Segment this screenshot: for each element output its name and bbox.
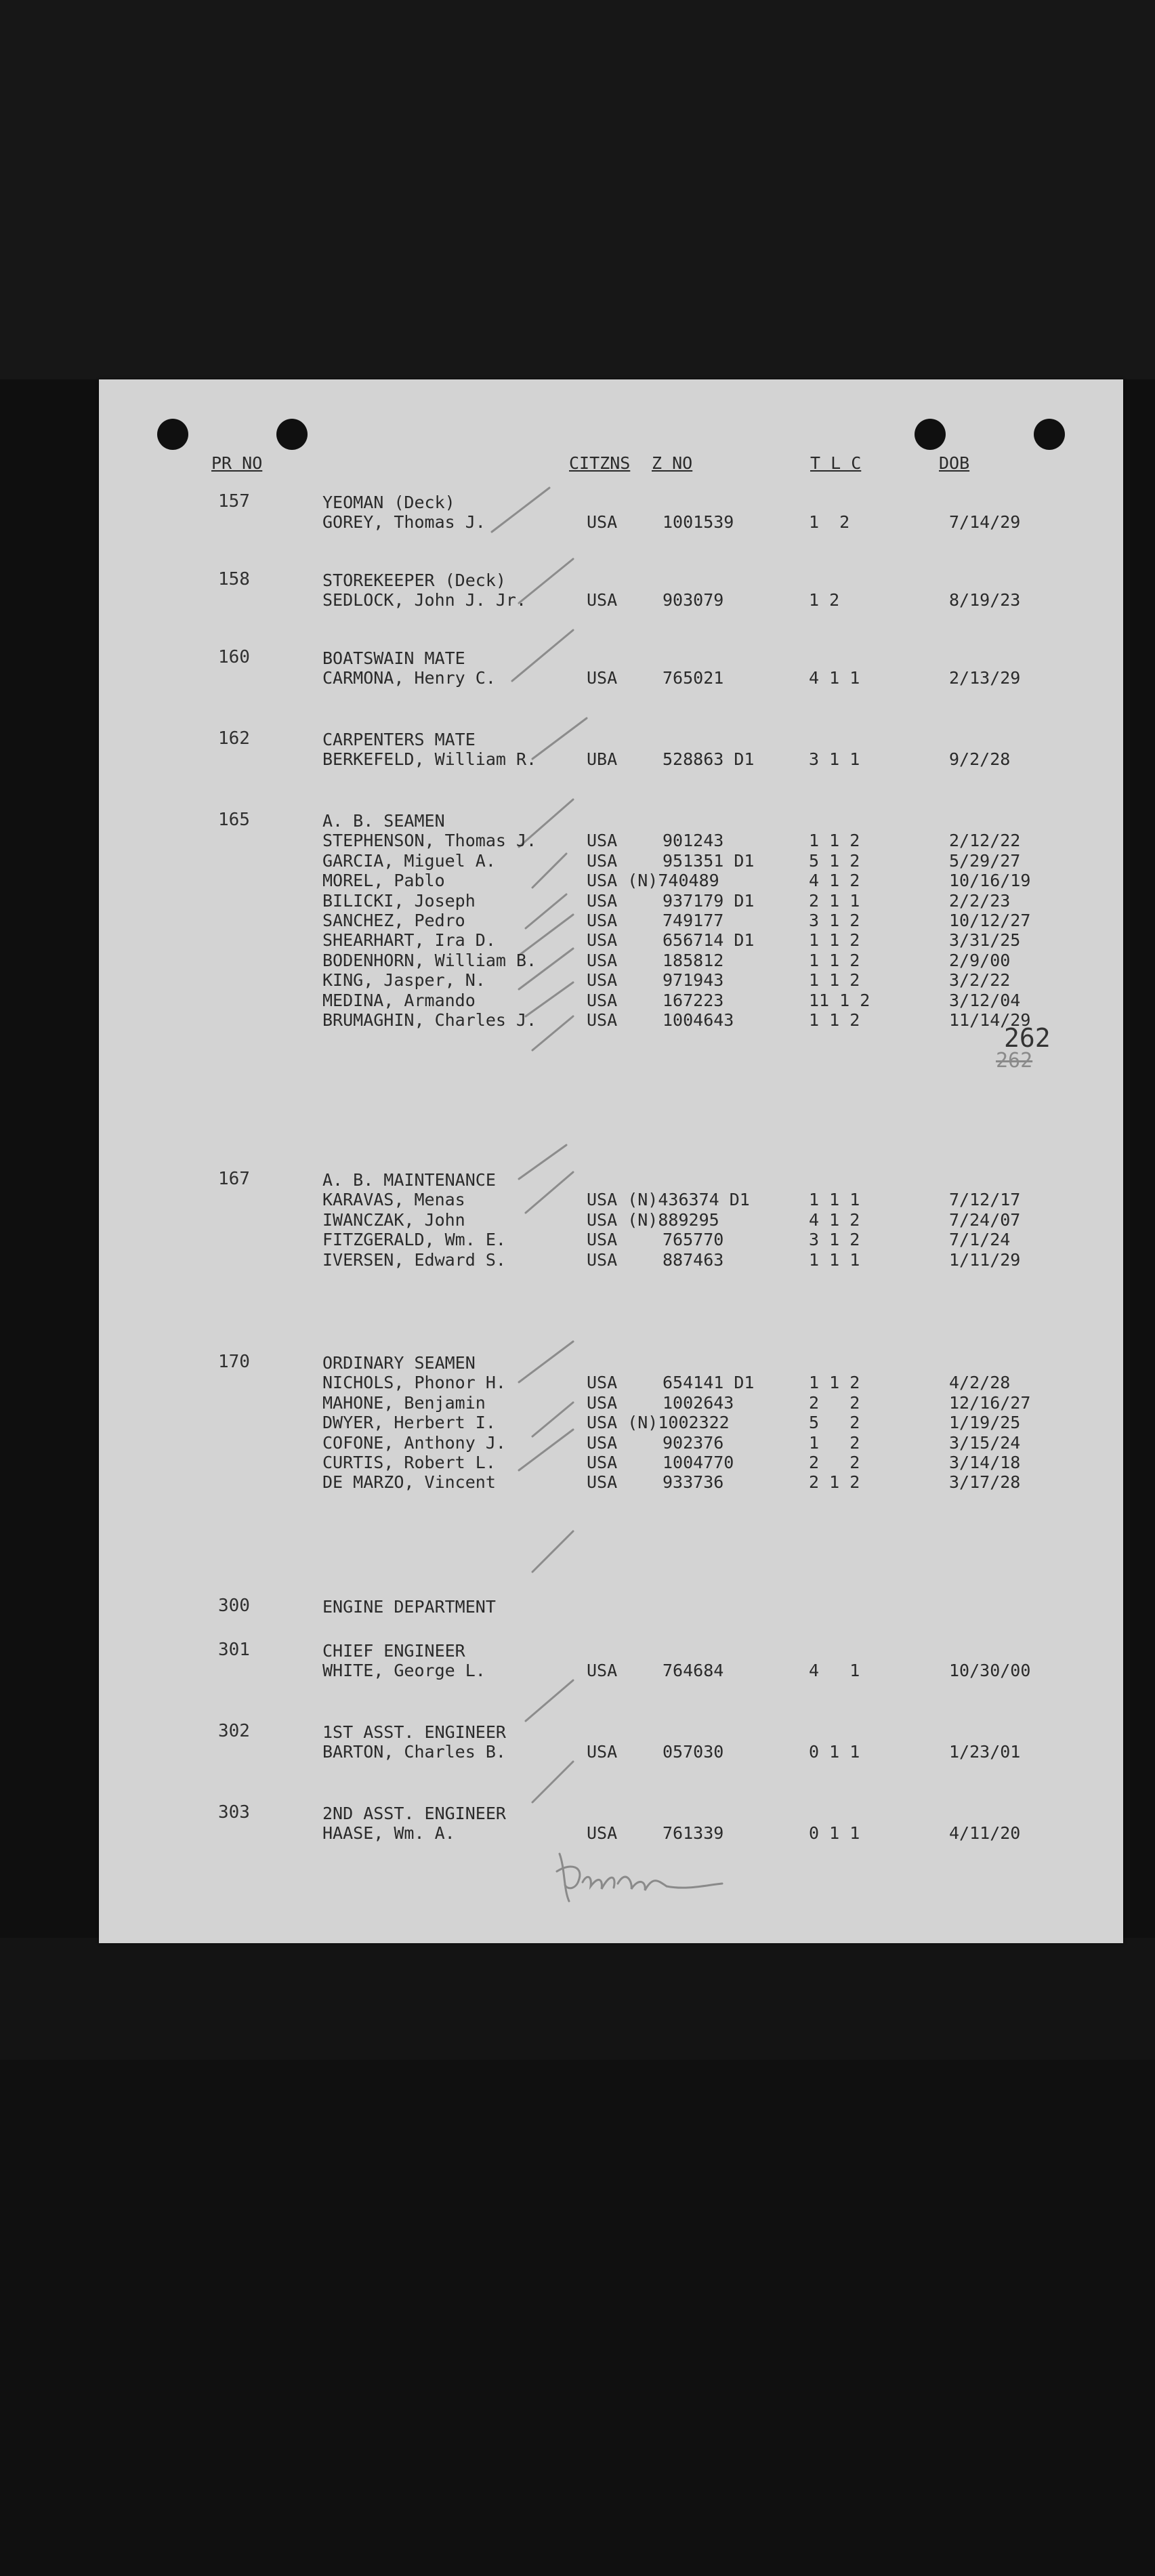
citizenship: USA <box>587 950 618 970</box>
z-number: 1004643 <box>663 1010 734 1030</box>
date-of-birth: 3/31/25 <box>949 930 1021 951</box>
tlc-code: 4 1 2 <box>809 871 860 891</box>
z-number: 761339 <box>663 1823 724 1844</box>
punch-hole-left <box>157 419 188 450</box>
citizenship: USA <box>587 930 618 951</box>
citizenship: USA <box>587 1010 618 1030</box>
date-of-birth: 4/2/28 <box>949 1373 1011 1393</box>
z-number: 1002643 <box>663 1392 734 1413</box>
tlc-code: 2 1 2 <box>809 1472 860 1493</box>
crew-name: STEPHENSON, Thomas J. <box>322 831 537 851</box>
tlc-code: 0 1 1 <box>809 1742 860 1762</box>
z-number: 1001539 <box>663 512 734 533</box>
tlc-code: 1 1 1 <box>809 1190 860 1210</box>
crew-name: SEDLOCK, John J. Jr. <box>322 590 527 610</box>
tlc-code: 1 1 2 <box>809 1010 860 1030</box>
pr-number: 303 <box>218 1802 250 1823</box>
date-of-birth: 1/11/29 <box>949 1249 1021 1270</box>
date-of-birth: 7/12/17 <box>949 1190 1021 1210</box>
date-of-birth: 3/14/18 <box>949 1453 1021 1472</box>
crew-name: SANCHEZ, Pedro <box>322 911 465 930</box>
tlc-code: 3 1 2 <box>809 1230 860 1250</box>
crew-list-page <box>99 379 1123 1943</box>
page-number-crossed: 262 <box>996 1049 1033 1073</box>
crew-name: MOREL, Pablo <box>322 871 445 891</box>
citizenship: USA <box>587 1661 618 1681</box>
date-of-birth: 8/19/23 <box>949 590 1021 610</box>
crew-name: DWYER, Herbert I. <box>322 1413 496 1433</box>
tlc-code: 1 2 <box>809 590 840 610</box>
date-of-birth: 10/16/19 <box>949 871 1031 891</box>
z-number: 903079 <box>663 590 724 610</box>
date-of-birth: 5/29/27 <box>949 850 1021 871</box>
date-of-birth: 3/12/04 <box>949 990 1021 1010</box>
crew-name: MAHONE, Benjamin <box>322 1392 486 1413</box>
tlc-code: 5 2 <box>809 1413 860 1433</box>
crew-name: BRUMAGHIN, Charles J. <box>322 1010 537 1030</box>
pr-number: 160 <box>218 647 250 667</box>
citizenship: USA <box>587 1432 618 1453</box>
tlc-code: 2 2 <box>809 1453 860 1472</box>
tlc-code: 1 2 <box>809 512 850 533</box>
citizenship: USA <box>587 1230 618 1250</box>
date-of-birth: 3/17/28 <box>949 1472 1021 1493</box>
citizenship: USA <box>587 1823 618 1844</box>
crew-name: KARAVAS, Menas <box>322 1190 465 1210</box>
crew-name: HAASE, Wm. A. <box>322 1823 455 1844</box>
pencil-check-marks <box>99 379 1123 1943</box>
tlc-code: 4 1 <box>809 1661 860 1681</box>
crew-name: DE MARZO, Vincent <box>322 1472 496 1493</box>
section-title: A. B. MAINTENANCE <box>322 1170 496 1190</box>
z-number: 185812 <box>663 950 724 970</box>
crew-name: CARMONA, Henry C. <box>322 668 496 688</box>
date-of-birth: 1/23/01 <box>949 1742 1021 1762</box>
date-of-birth: 11/14/29 <box>949 1010 1031 1030</box>
column-header-pr-no: PR NO <box>211 453 263 473</box>
tlc-code: 1 1 2 <box>809 930 860 951</box>
section-title: 2ND ASST. ENGINEER <box>322 1804 506 1823</box>
tlc-code: 1 2 <box>809 1432 860 1453</box>
citizenship: USA <box>587 850 618 871</box>
z-number: 887463 <box>663 1249 724 1270</box>
pr-number: 157 <box>218 491 250 512</box>
column-header-z-no: Z NO <box>652 453 693 473</box>
punch-hole-right <box>915 419 946 450</box>
crew-name: BILICKI, Joseph <box>322 890 476 911</box>
tlc-code: 1 1 2 <box>809 831 860 851</box>
tlc-code: 0 1 1 <box>809 1823 860 1844</box>
crew-name: NICHOLS, Phonor H. <box>322 1373 506 1393</box>
crew-name: COFONE, Anthony J. <box>322 1432 506 1453</box>
section-title: ORDINARY SEAMEN <box>322 1353 476 1373</box>
crew-name: CURTIS, Robert L. <box>322 1453 496 1472</box>
z-number: 937179 D1 <box>663 890 755 911</box>
tlc-code: 4 1 1 <box>809 668 860 688</box>
punch-hole-right-2 <box>1034 419 1065 450</box>
crew-name: BERKEFELD, William R. <box>322 749 537 770</box>
citizenship: USA <box>587 590 618 610</box>
z-number: 901243 <box>663 831 724 851</box>
date-of-birth: 10/30/00 <box>949 1661 1031 1681</box>
z-number: 902376 <box>663 1432 724 1453</box>
pr-number: 158 <box>218 569 250 589</box>
date-of-birth: 9/2/28 <box>949 749 1011 770</box>
section-title: A. B. SEAMEN <box>322 811 445 831</box>
date-of-birth: 7/14/29 <box>949 512 1021 533</box>
date-of-birth: 10/12/27 <box>949 911 1031 930</box>
date-of-birth: 2/9/00 <box>949 950 1011 970</box>
section-title: ENGINE DEPARTMENT <box>322 1597 496 1617</box>
citizenship: USA <box>587 1249 618 1270</box>
pr-number: 162 <box>218 728 250 749</box>
citizenship: USA (N)889295 <box>587 1209 719 1230</box>
z-number: 749177 <box>663 911 724 930</box>
pr-number: 302 <box>218 1721 250 1741</box>
date-of-birth: 2/13/29 <box>949 668 1021 688</box>
citizenship: USA <box>587 1472 618 1493</box>
date-of-birth: 2/2/23 <box>949 890 1011 911</box>
crew-name: BARTON, Charles B. <box>322 1742 506 1762</box>
crew-name: FITZGERALD, Wm. E. <box>322 1230 506 1250</box>
column-header-tlc: T L C <box>810 453 862 473</box>
date-of-birth: 3/15/24 <box>949 1432 1021 1453</box>
column-header-citzns: CITZNS <box>569 453 631 473</box>
z-number: 528863 D1 <box>663 749 755 770</box>
crew-name: GOREY, Thomas J. <box>322 512 486 533</box>
citizenship: USA <box>587 668 618 688</box>
column-header-dob: DOB <box>939 453 970 473</box>
scanner-background-middle <box>0 1938 1155 2060</box>
date-of-birth: 4/11/20 <box>949 1823 1021 1844</box>
crew-name: SHEARHART, Ira D. <box>322 930 496 951</box>
citizenship: UBA <box>587 749 618 770</box>
z-number: 654141 D1 <box>663 1373 755 1393</box>
citizenship: USA (N)740489 <box>587 871 719 891</box>
citizenship: USA <box>587 911 618 930</box>
date-of-birth: 1/19/25 <box>949 1413 1021 1433</box>
scanner-background-bottom <box>0 2060 1155 2576</box>
date-of-birth: 2/12/22 <box>949 831 1021 851</box>
citizenship: USA <box>587 890 618 911</box>
date-of-birth: 3/2/22 <box>949 970 1011 991</box>
tlc-code: 1 1 1 <box>809 1249 860 1270</box>
tlc-code: 11 1 2 <box>809 990 870 1010</box>
pr-number: 300 <box>218 1596 250 1616</box>
crew-name: IWANCZAK, John <box>322 1209 465 1230</box>
z-number: 971943 <box>663 970 724 991</box>
citizenship: USA <box>587 831 618 851</box>
crew-name: IVERSEN, Edward S. <box>322 1249 506 1270</box>
citizenship: USA <box>587 1392 618 1413</box>
date-of-birth: 12/16/27 <box>949 1392 1031 1413</box>
citizenship: USA <box>587 1742 618 1762</box>
date-of-birth: 7/1/24 <box>949 1230 1011 1250</box>
tlc-code: 4 1 2 <box>809 1209 860 1230</box>
crew-name: GARCIA, Miguel A. <box>322 850 496 871</box>
tlc-code: 1 1 2 <box>809 950 860 970</box>
crew-name: KING, Jasper, N. <box>322 970 486 991</box>
citizenship: USA (N)436374 D1 <box>587 1190 750 1210</box>
crew-name: BODENHORN, William B. <box>322 950 537 970</box>
citizenship: USA <box>587 512 618 533</box>
handwritten-signature <box>551 1842 728 1909</box>
section-title: STOREKEEPER (Deck) <box>322 570 506 590</box>
z-number: 656714 D1 <box>663 930 755 951</box>
date-of-birth: 7/24/07 <box>949 1209 1021 1230</box>
crew-name: MEDINA, Armando <box>322 990 476 1010</box>
punch-hole-left-2 <box>276 419 308 450</box>
section-title: YEOMAN (Deck) <box>322 493 455 512</box>
z-number: 764684 <box>663 1661 724 1681</box>
section-title: 1ST ASST. ENGINEER <box>322 1722 506 1742</box>
tlc-code: 1 1 2 <box>809 970 860 991</box>
pr-number: 165 <box>218 810 250 830</box>
scanner-background-top <box>0 0 1155 379</box>
z-number: 167223 <box>663 990 724 1010</box>
citizenship: USA <box>587 990 618 1010</box>
section-title: BOATSWAIN MATE <box>322 648 465 668</box>
tlc-code: 2 1 1 <box>809 890 860 911</box>
tlc-code: 2 2 <box>809 1392 860 1413</box>
citizenship: USA (N)1002322 <box>587 1413 730 1433</box>
section-title: CHIEF ENGINEER <box>322 1641 465 1661</box>
tlc-code: 3 1 1 <box>809 749 860 770</box>
pr-number: 167 <box>218 1169 250 1189</box>
z-number: 765770 <box>663 1230 724 1250</box>
tlc-code: 3 1 2 <box>809 911 860 930</box>
citizenship: USA <box>587 1453 618 1472</box>
page-number: 262 <box>1004 1023 1051 1053</box>
z-number: 933736 <box>663 1472 724 1493</box>
tlc-code: 5 1 2 <box>809 850 860 871</box>
z-number: 765021 <box>663 668 724 688</box>
citizenship: USA <box>587 970 618 991</box>
crew-name: WHITE, George L. <box>322 1661 486 1681</box>
pr-number: 301 <box>218 1640 250 1660</box>
pr-number: 170 <box>218 1352 250 1372</box>
section-title: CARPENTERS MATE <box>322 730 476 749</box>
z-number: 1004770 <box>663 1453 734 1472</box>
citizenship: USA <box>587 1373 618 1393</box>
z-number: 057030 <box>663 1742 724 1762</box>
z-number: 951351 D1 <box>663 850 755 871</box>
tlc-code: 1 1 2 <box>809 1373 860 1393</box>
